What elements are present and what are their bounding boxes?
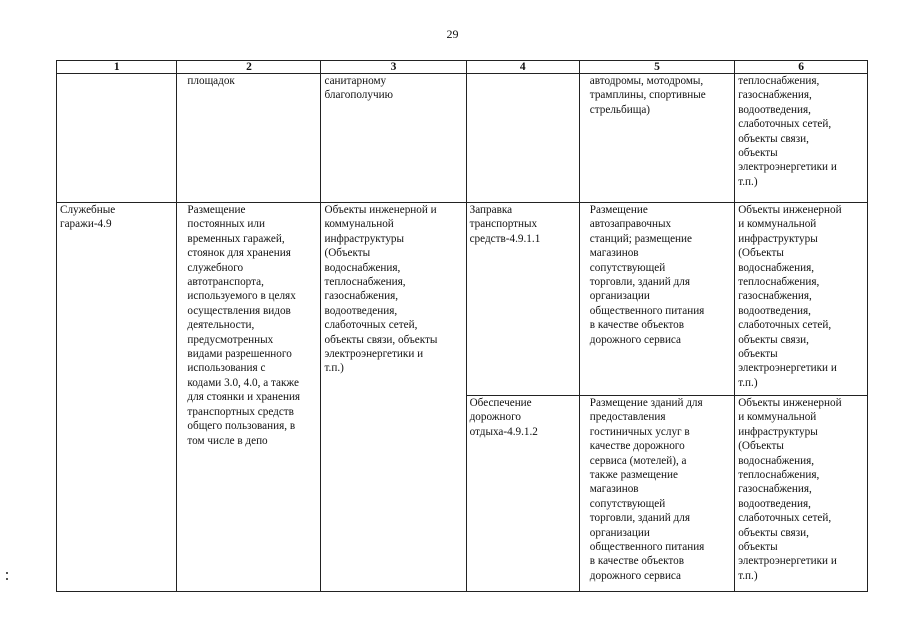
cell-continuation-col6: теплоснабжения, газоснабжения, водоотведения, слаботочных сетей, объекты связи, объекты электроэнергетики и т.п.) (735, 74, 868, 203)
cell-subuse-fuel-station-auxiliary: Объекты инженерной и коммунальной инфраструктуры (Объекты водоснабжения, теплоснабжения, газоснабжения, водоотведения, слаботочных сетей, объекты связи, объекты электроэнергетики и т.п.) (735, 203, 868, 396)
cell-use-code-name: Служебные гаражи-4.9 (57, 203, 177, 592)
header-col-3: 3 (321, 61, 466, 74)
cell-subuse-road-rest-name: Обеспечение дорожного отдыха-4.9.1.2 (466, 396, 579, 592)
header-row (57, 61, 868, 74)
table-row-continuation (57, 74, 868, 203)
table-row-service-garages (57, 203, 868, 396)
cell-subuse-fuel-station-name: Заправка транспортных средств-4.9.1.1 (466, 203, 579, 396)
header-col-1: 1 (57, 61, 177, 74)
cell-subuse-fuel-station-description: Размещение автозаправочных станций; размещение магазинов сопутствующей торговли, зданий для организации общественного питания в качестве объектов дорожного сервиса (579, 203, 734, 396)
cell-continuation-col4 (466, 74, 579, 203)
header-col-5: 5 (579, 61, 734, 74)
cell-continuation-col2: площадок (177, 74, 321, 203)
header-col-2: 2 (177, 61, 321, 74)
page-number: 29 (446, 27, 459, 41)
land-use-table (56, 60, 868, 592)
header-col-4: 4 (466, 61, 579, 74)
header-col-6: 6 (735, 61, 868, 74)
cell-subuse-road-rest-description: Размещение зданий для предоставления гостиничных услуг в качестве дорожного сервиса (мотелей), а также размещение магазинов сопутствующей торговли, зданий для организации общественного питания в качестве объектов дорожного сервиса (579, 396, 734, 592)
cell-auxiliary-uses: Объекты инженерной и коммунальной инфраструктуры (Объекты водоснабжения, теплоснабжения, газоснабжения, водоотведения, слаботочных сетей, объекты связи, объекты электроэнергетики и т.п.) (321, 203, 466, 592)
scan-mark (6, 578, 8, 580)
cell-subuse-road-rest-auxiliary: Объекты инженерной и коммунальной инфраструктуры (Объекты водоснабжения, теплоснабжения, газоснабжения, водоотведения, слаботочных сетей, объекты связи, объекты электроэнергетики и т.п.) (735, 396, 868, 592)
cell-continuation-col5: автодромы, мотодромы, трамплины, спортивные стрельбища) (579, 74, 734, 203)
cell-use-description: Размещение постоянных или временных гаражей, стоянок для хранения служебного автотранспорта, используемого в целях осуществления видов деятельности, предусмотренных видами разрешенного использования с кодами 3.0, 4.0, а также для стоянки и хранения транспортных средств общего пользования, в том числе в депо (177, 203, 321, 592)
cell-continuation-col3: санитарному благополучию (321, 74, 466, 203)
cell-continuation-col1 (57, 74, 177, 203)
scan-mark (6, 572, 8, 574)
